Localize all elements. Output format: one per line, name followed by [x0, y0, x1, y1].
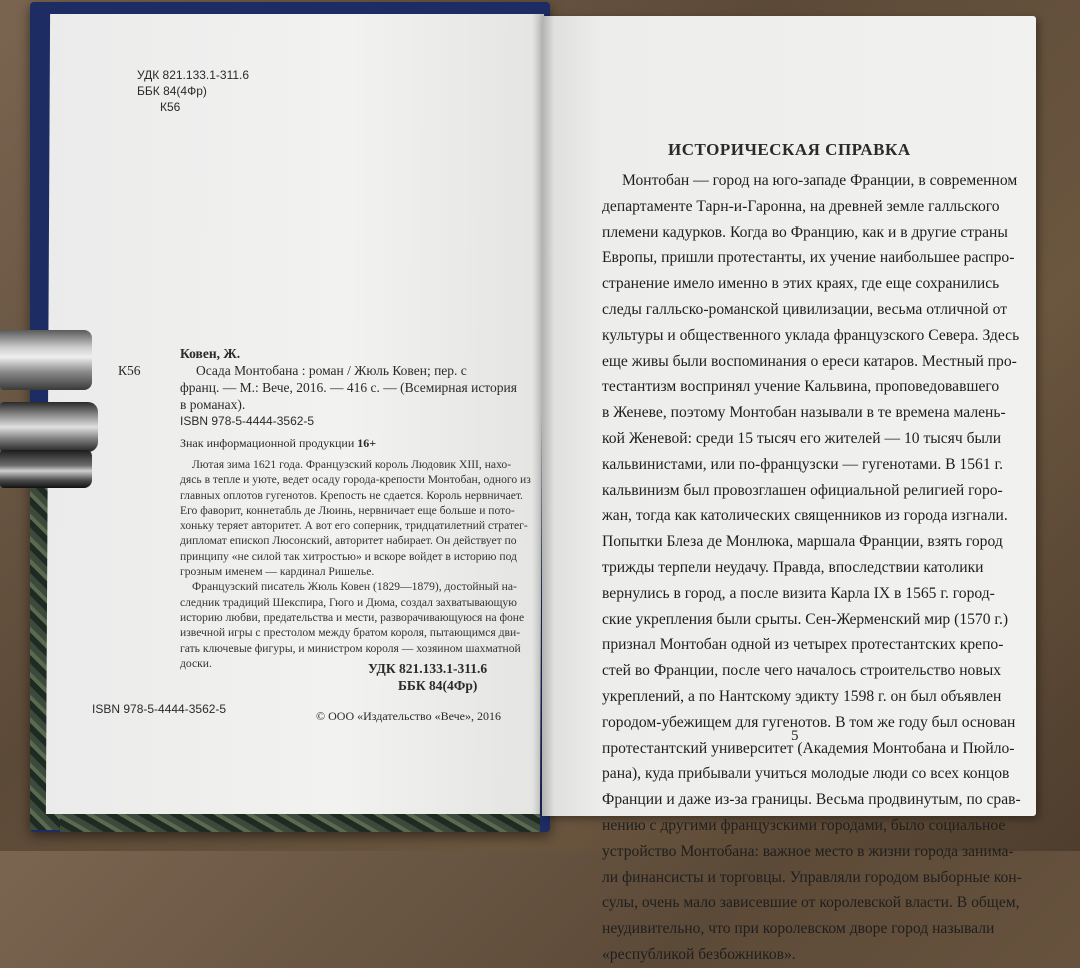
text-line: странение имело именно в этих краях, где еще сохранились [602, 275, 1000, 293]
bbk-top: ББК 84(4Фр) [137, 84, 207, 98]
text-line: кой Женевой: среди 15 тысяч его жителей — 10 тысяч были [602, 429, 1002, 447]
biblio-line-3: в романах). [180, 397, 246, 412]
text-line: городом-убежищем для гугенотов. В том же году был основан [602, 713, 1016, 731]
author-name: Ковен, Ж. [180, 346, 241, 361]
text-line: Лютая зима 1621 года. Французский король Людовик XIII, нахо- [192, 458, 512, 471]
text-line: Его фаворит, коннетабль де Люинь, нервничает еще больше и пото- [180, 503, 515, 517]
text-line: следы галльско-романской цивилизации, весьма отличной от [602, 300, 1008, 318]
text-line: историю любви, предательства и мести, разворачивающуюся на фоне [180, 610, 525, 624]
text-line: дипломат епископ Люсонский, авторитет набирает. Он действует по [180, 534, 517, 548]
text-line: признал Монтобан одной из четырех протестантских крепо- [602, 636, 1004, 654]
text-line: ские укрепления были срыты. Сен-Жерменский мир (1570 г.) [602, 610, 1009, 628]
text-line: «республикой безбожников». [602, 945, 796, 963]
text-line: неудивительно, что при королевском дворе город называли [602, 920, 995, 938]
text-line: гать ключевые фигуры, и министром короля — хозяином шахматной [180, 641, 521, 655]
text-line: сулы, очень мало зависевшие от королевской власти. В общем, [602, 894, 1020, 912]
text-line: в Женеве, поэтому Монтобан называли в те времена малень- [602, 404, 1006, 422]
annotation-paragraph-2 [180, 579, 525, 671]
text-line: доски. [180, 656, 212, 670]
text-line: кальвинистами, или по-французски — гугенотами. В 1561 г. [602, 455, 1004, 473]
text-line: еще живы были воспоминания о ереси катаров. Местный про- [602, 352, 1017, 370]
text-line: ли финансисты и торговцы. Управляли городом выборные кон- [602, 868, 1022, 886]
copyright: © ООО «Издательство «Вече», 2016 [316, 709, 502, 723]
info-label: Знак информационной продукции [180, 436, 355, 450]
bbk-bottom: ББК 84(4Фр) [398, 678, 478, 693]
binder-clip [0, 322, 100, 492]
historical-text [602, 168, 1022, 968]
text-line: протестантский университет (Академия Монтобана и Пюйло- [602, 739, 1015, 757]
text-line: Европы, пришли протестанты, их учение наибольшее распро- [602, 249, 1015, 267]
text-line: Монтобан — город на юго-западе Франции, в современном [622, 172, 1018, 189]
text-line: Попытки Блеза де Монлюка, маршала Франции, взять город [602, 533, 1003, 551]
biblio-line-2: франц. — М.: Вече, 2016. — 416 с. — (Всемирная история [180, 380, 517, 395]
text-line: нению с другими французскими городами, было социальное [602, 816, 1006, 834]
text-line: укреплений, а по Нантскому эдикту 1598 г. он был объявлен [602, 687, 1002, 705]
text-line: культуры и общественного уклада французского Севера. Здесь [602, 326, 1020, 344]
page-title: ИСТОРИЧЕСКАЯ СПРАВКА [668, 140, 911, 159]
text-line: Франции и даже из-за границы. Весьма продвинутым, по срав- [602, 791, 1021, 809]
text-line: рана), куда прибывали учиться молодые люди со всех концов [602, 765, 1010, 783]
annotation [180, 457, 531, 671]
text-line: жан, тогда как католических священников из города изгнали. [602, 507, 1008, 525]
page-number: 5 [791, 728, 799, 744]
annotation-paragraph-1 [180, 457, 531, 579]
code-side: К56 [118, 363, 141, 378]
text-line: главных оплотов гугенотов. Крепость не сдается. Король нервничает. [180, 488, 523, 502]
isbn-bottom: ISBN 978-5-4444-3562-5 [92, 702, 227, 716]
text-line: трижды терпели неудачу. Правда, впоследствии католики [602, 558, 984, 576]
text-line: вернулись в город, а после визита Карла IX в 1565 г. город- [602, 584, 995, 602]
text-line: стей во Франции, после чего началось строительство новых [602, 662, 1001, 680]
text-line: грозным именем — кардинал Ришелье. [180, 565, 375, 579]
text-line: дясь в тепле и уюте, ведет осаду города-крепости Монтобан, одного из [180, 473, 531, 487]
text-line: Французский писатель Жюль Ковен (1829—1879), достойный на- [192, 580, 517, 594]
text-line: извечной игры с престолом между братом короля, пытающимся дви- [180, 626, 521, 640]
text-line: устройство Монтобана: важное место в жизни города занима- [602, 842, 1014, 860]
udk-top: УДК 821.133.1-311.6 [137, 68, 250, 82]
isbn-mid: ISBN 978-5-4444-3562-5 [180, 414, 315, 428]
text-line: кальвинизм был провозглашен официальной религией горо- [602, 481, 1003, 499]
age-rating: 16+ [357, 436, 377, 450]
code-top: К56 [160, 100, 181, 114]
udk-bottom: УДК 821.133.1-311.6 [368, 661, 488, 676]
text-line: племени кадурков. Когда во Францию, как и в другие страны [602, 223, 1008, 241]
info-product-mark [180, 436, 376, 451]
text-line: принципу «не силой так хитростью» и вскоре войдет в историю под [180, 549, 517, 563]
text-line: следник традиций Шекспира, Гюго и Дюма, создал захватывающую [180, 595, 517, 609]
text-line: департаменте Тарн-и-Гаронна, на древней земле галльского [602, 197, 1000, 215]
book-gutter [532, 14, 554, 816]
text-line: тестантизм воспринял учение Кальвина, проповедовавшего [602, 378, 1000, 396]
text-line: хоньку теряет авторитет. А вот его соперник, тридцатилетний стратег- [180, 519, 528, 533]
biblio-line-1: Осада Монтобана : роман / Жюль Ковен; пер. с [196, 363, 467, 378]
